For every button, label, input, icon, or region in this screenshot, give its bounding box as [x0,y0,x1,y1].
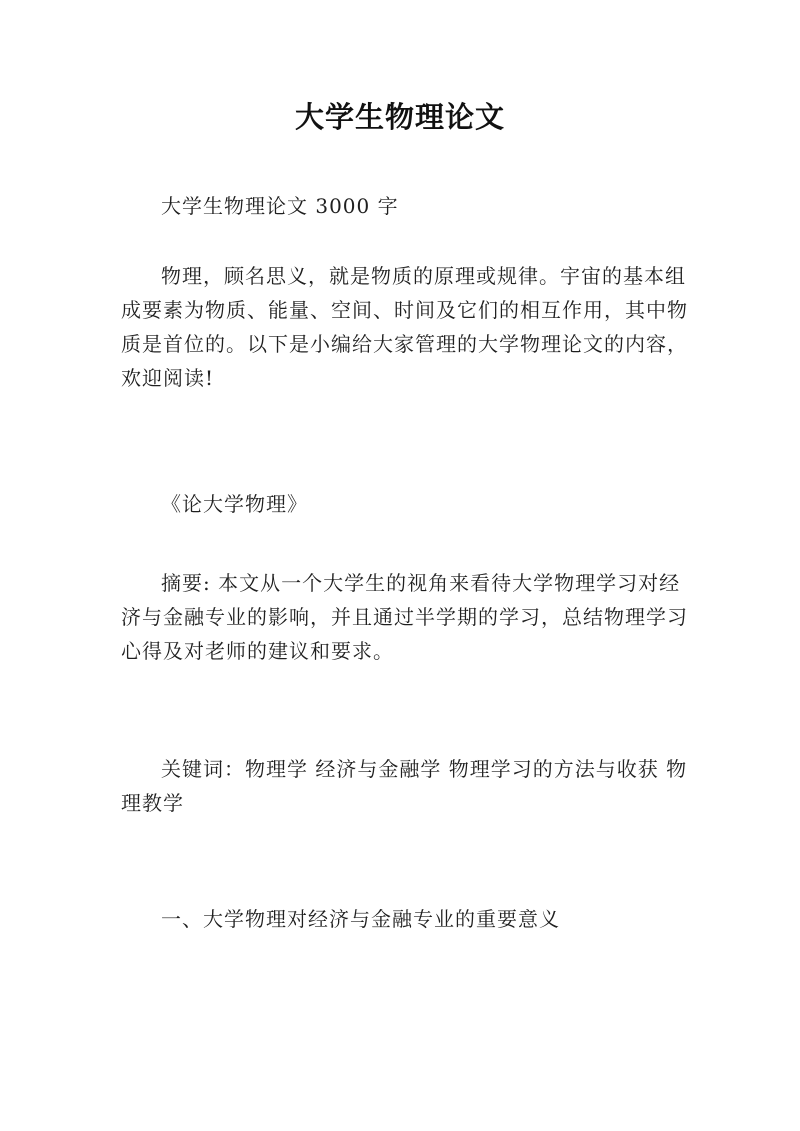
document-title: 大学生物理论文 [294,100,505,134]
intro-paragraph: 物理，顾名思义，就是物质的原理或规律。宇宙的基本组成要素为物质、能量、空间、时间及它们的相互作用，其中物质是首位的。以下是小编给大家管理的大学物理论文的内容，欢迎阅读! [121,264,688,390]
paper-title: 《论大学物理》 [161,492,308,516]
keywords-paragraph: 关键词：物理学 经济与金融学 物理学习的方法与收获 物理教学 [121,757,688,815]
abstract-paragraph: 摘要: 本文从一个大学生的视角来看待大学物理学习对经济与金融专业的影响，并且通过半学期的学习，总结物理学习心得及对老师的建议和要求。 [121,571,688,663]
document-subtitle: 大学生物理论文 3000 字 [161,194,399,218]
section-heading: 一、大学物理对经济与金融专业的重要意义 [161,907,560,931]
